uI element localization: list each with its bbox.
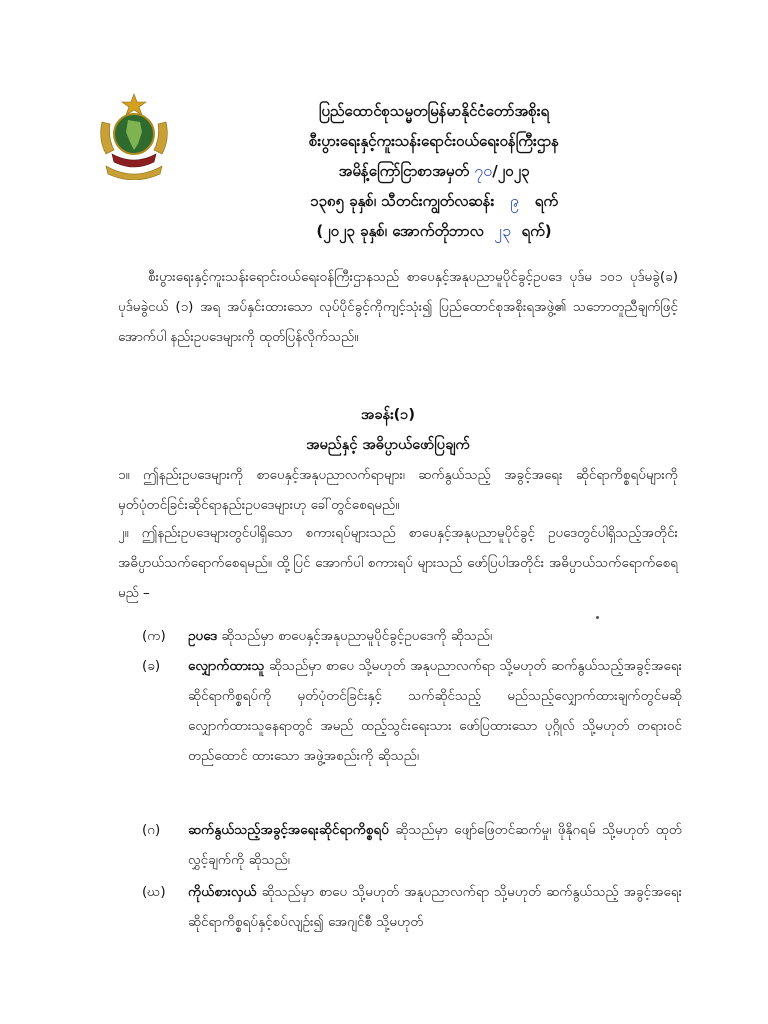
definition-gha [142,877,682,937]
definition-kha [142,651,682,771]
gregorian-date-day: ၂၃ [494,221,512,240]
chapter-heading [118,400,658,460]
chapter-number: အခန်း(၁) [360,407,416,423]
definition-term: လျှောက်ထားသူ [188,658,265,674]
intro-paragraph: စီးပွားရေးနှင့်ကူးသန်းရောင်းဝယ်ရေးဝန်ကြီးဌာနသည် စာပေနှင့်အနုပညာမူပိုင်ခွင့်ဥပဒေ ပုဒ်မ ၁၀၁ ပုဒ်မခွဲ(ခ) ပုဒ်မခွဲငယ် (၁) အရ အပ်နှင်းထားသော လုပ်ပိုင်ခွင့်ကိုကျင့်သုံး၍ ပြည်ထောင်စုအစိုးရအဖွဲ့၏ သဘောတူညီချက်ဖြင့် အောက်ပါ နည်းဥပဒေများကို ထုတ်ပြန်လိုက်သည်။ [118,269,678,345]
gregorian-date-suffix: ရက်) [521,222,552,240]
myanmar-date-line [196,186,672,216]
definition-text: ဆိုသည်မှာ စာပေ သို့မဟုတ် အနုပညာလက်ရာ သို့မဟုတ် ဆက်နွယ်သည့် အခွင့်အရေးဆိုင်ရာကိစ္စရပ်နှင့်စပ်လျဉ်း၍ အေဂျင်စီ သို့မဟုတ် [188,884,682,930]
myanmar-date-day: ၉ [510,191,520,210]
definition-term: ကိုယ်စားလှယ် [188,884,257,900]
notification-year: /၂၀၂၃ [492,162,530,180]
gregorian-date-label: (၂၀၂၃ ခုနှစ်၊ အောက်တိုဘာလ [316,222,484,240]
definition-term: ဆက်နွယ်သည့်အခွင့်အရေးဆိုင်ရာကိစ္စရပ် [188,822,389,838]
document-header [196,96,672,246]
section-2-paragraph: ၂။ ဤနည်းဥပဒေများတွင်ပါရှိသော စကားရပ်များသည် စာပေနှင့်အနုပညာမူပိုင်ခွင့် ဥပဒေတွင်ပါရှိသည့်အတိုင်း အဓိပ္ပာယ်သက်ရောက်စေရမည်။ ထို့ပြင် အောက်ပါ စကားရပ် များသည် ဖော်ပြပါအတိုင်း အဓိပ္ပာယ်သက်ရောက်စေရမည် – [118,525,678,601]
definition-number: (ဃ) [142,884,166,900]
definition-number: (ခ) [142,658,161,674]
gregorian-date-line [196,216,672,246]
definition-text: ဆိုသည်မှာ စာပေ သို့မဟုတ် အနုပညာလက်ရာ သို့မဟုတ် ဆက်နွယ်သည့်အခွင့်အရေးဆိုင်ရာကိစ္စရပ်ကို မှတ်ပုံတင်ခြင်းနှင့် သက်ဆိုင်သည့် မည်သည့်လျှောက်ထားချက်တွင်မဆို လျှောက်ထားသူနေရာတွင် အမည် ထည့်သွင်းရေးသား ဖော်ပြထားသော ပုဂ္ဂိုလ် သို့မဟုတ် တရားဝင်တည်ထောင် ထားသော အဖွဲ့အစည်းကို ဆိုသည်၊ [188,658,682,764]
definition-text: ဆိုသည်မှာ စာပေနှင့်အနုပညာမူပိုင်ခွင့်ဥပဒေကို ဆိုသည်၊ [217,628,493,644]
definition-number: (ဂ) [142,822,161,838]
definition-ga [142,815,682,875]
ministry-title: စီးပွားရေးနှင့်ကူးသန်းရောင်းဝယ်ရေးဝန်ကြီးဌာန [308,132,560,150]
definition-text: ဆိုသည်မှာ ဖျော်ဖြေတင်ဆက်မှု၊ ဖိုနိုဂရမ် သို့မဟုတ် ထုတ်လွှင့်ချက်ကို ဆိုသည်၊ [188,822,682,868]
state-seal-emblem-icon [96,92,172,180]
notification-label: အမိန့်ကြော်ငြာစာအမှတ် [338,162,470,180]
myanmar-date-label: ၁၃၈၅ ခုနှစ်၊ သီတင်းကျွတ်လဆန်း [310,192,495,210]
stray-mark [596,616,599,619]
government-title: ပြည်ထောင်စုသမ္မတမြန်မာနိုင်ငံတော်အစိုးရ [318,102,550,120]
notification-number-line [196,156,672,186]
section-1-paragraph: ၁။ ဤနည်းဥပဒေများကို စာပေနှင့်အနုပညာလက်ရာများ၊ ဆက်နွယ်သည့် အခွင့်အရေး ဆိုင်ရာကိစ္စရပ်များကို မှတ်ပုံတင်ခြင်းဆိုင်ရာနည်းဥပဒေများဟု ခေါ်တွင်စေရမည်။ [118,467,678,513]
definition-term: ဥပဒေ [188,628,218,644]
chapter-title: အမည်နှင့် အဓိပ္ပာယ်ဖော်ပြချက် [306,437,470,453]
definition-number: (က) [142,628,166,644]
definition-ka [142,621,682,651]
notification-number: ၇၀ [474,161,493,180]
myanmar-date-suffix: ရက် [534,192,558,210]
